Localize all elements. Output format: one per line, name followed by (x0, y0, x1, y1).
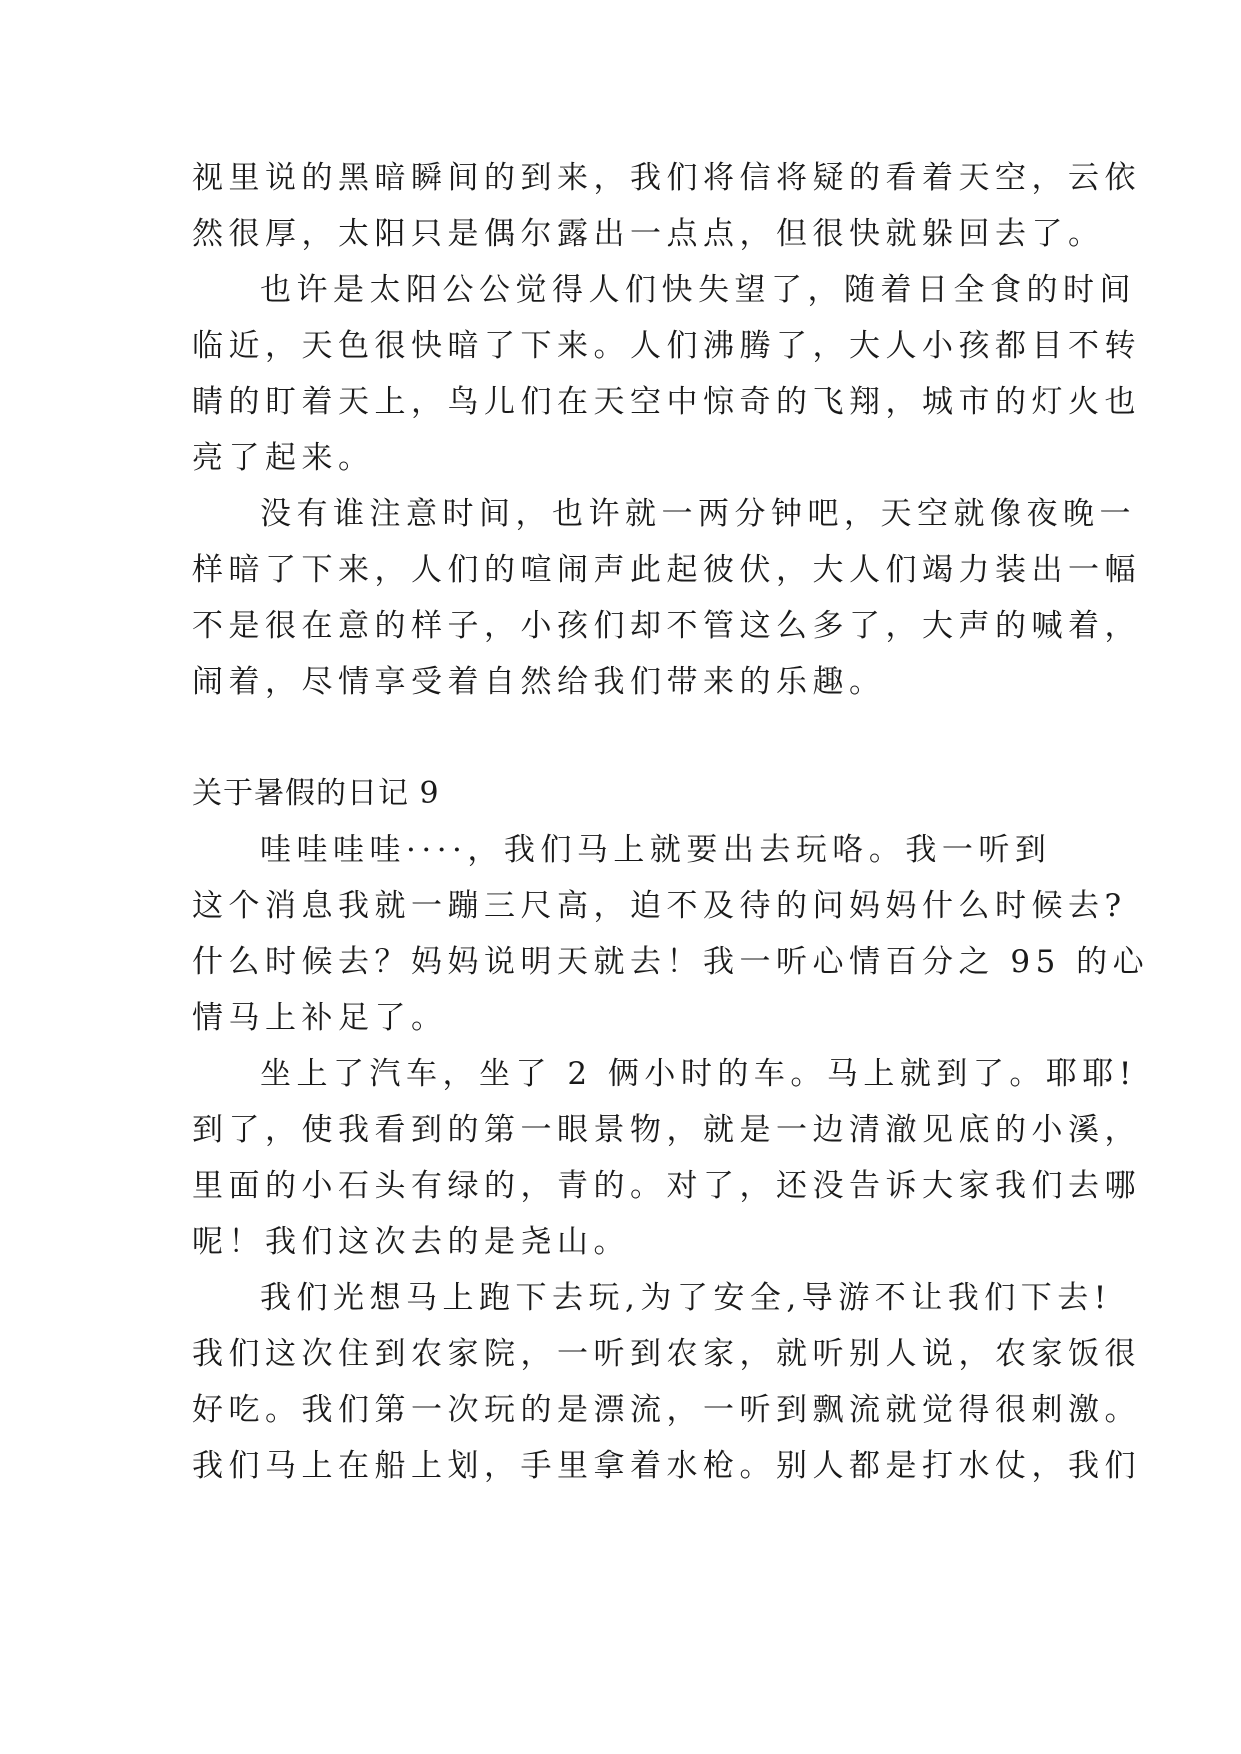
paragraph-line: 不是很在意的样子，小孩们却不管这么多了，大声的喊着， (192, 608, 1141, 644)
paragraph-line: 没有谁注意时间，也许就一两分钟吧，天空就像夜晚一 (260, 496, 1136, 532)
paragraph-line: 什么时候去？妈妈说明天就去！我一听心情百分之 95 的心 (192, 944, 1150, 980)
paragraph-line: 闹着，尽情享受着自然给我们带来的乐趣。 (192, 664, 886, 700)
paragraph-line: 好吃。我们第一次玩的是漂流，一听到飘流就觉得很刺激。 (192, 1392, 1141, 1428)
paragraph-line: 情马上补足了。 (192, 1000, 448, 1036)
section-heading: 关于暑假的日记 9 (192, 776, 440, 811)
paragraph-line: 呢！我们这次去的是尧山。 (192, 1224, 630, 1260)
paragraph-line: 我们这次住到农家院，一听到农家，就听别人说，农家饭很 (192, 1336, 1141, 1372)
document-body (192, 150, 1150, 1494)
paragraph-line: 也许是太阳公公觉得人们快失望了，随着日全食的时间 (260, 272, 1136, 308)
paragraph-line: 里面的小石头有绿的，青的。对了，还没告诉大家我们去哪 (192, 1168, 1141, 1204)
paragraph-line: 我们马上在船上划，手里拿着水枪。别人都是打水仗，我们 (192, 1448, 1141, 1484)
paragraph-line: 样暗了下来，人们的喧闹声此起彼伏，大人们竭力装出一幅 (192, 552, 1141, 588)
paragraph-line: 哇哇哇哇····，我们马上就要出去玩咯。我一听到 (260, 832, 1052, 868)
paragraph-line: 这个消息我就一蹦三尺高，迫不及待的问妈妈什么时候去? (192, 888, 1127, 924)
paragraph-line: 亮了起来。 (192, 440, 375, 476)
paragraph-line: 视里说的黑暗瞬间的到来，我们将信将疑的看着天空，云依 (192, 160, 1141, 196)
paragraph-line: 然很厚，太阳只是偶尔露出一点点，但很快就躲回去了。 (192, 216, 1105, 252)
paragraph-line: 临近，天色很快暗了下来。人们沸腾了，大人小孩都目不转 (192, 328, 1141, 364)
paragraph-line: 坐上了汽车，坐了 2 俩小时的车。马上就到了。耶耶! (260, 1056, 1137, 1092)
paragraph-line: 到了，使我看到的第一眼景物，就是一边清澈见底的小溪， (192, 1112, 1141, 1148)
paragraph-line: 睛的盯着天上，鸟儿们在天空中惊奇的飞翔，城市的灯火也 (192, 384, 1141, 420)
section-spacer (192, 710, 1072, 766)
paragraph-line: 我们光想马上跑下去玩,为了安全,导游不让我们下去! (260, 1280, 1112, 1316)
